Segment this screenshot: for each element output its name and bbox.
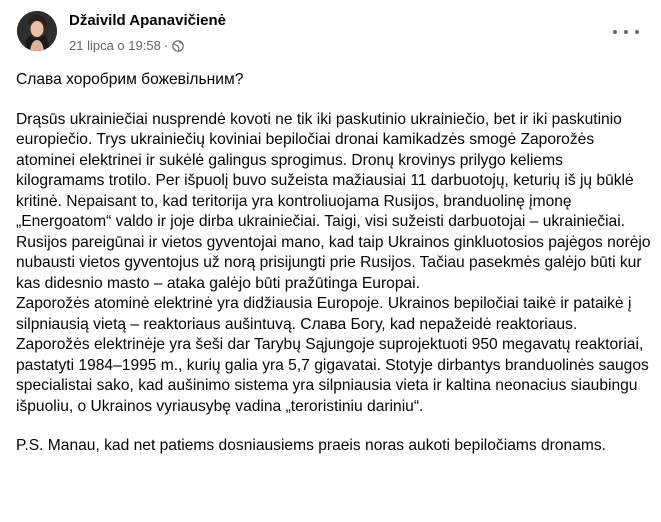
meta-separator: · [163, 38, 169, 53]
post-text-ps: P.S. Manau, kad net patiems dosniausiems praeis noras aukoti bepiločiams dronams. [16, 437, 606, 454]
post-date[interactable]: 21 lipca o 19:58 [69, 38, 161, 53]
post-text-main: Drąsūs ukrainiečiai nusprendė kovoti ne tik iki paskutinio ukrainiečio, bet ir iki paskutinio europiečio. Trys ukrainiečių koviniai bepiločiai dronai kamikadzės smogė Zaporožės atominei elektrinei ir sukėlė galingus sprogimus. Dronų krovinys prilygo keliems kilogramams trotilo. Per išpuolį buvo sužeista mažiausiai 11 darbuotojų, keturių iš jų būklė kritinė. Nepaisant to, kad teritorija yra kontroliuojama Rusijos, branduolinę įmonę „Energoatom“ valdo ir joje dirba ukrainiečiai. Taigi, visi sužeisti darbuotojai – ukrainiečiai. Rusijos pareigūnai ir vietos gyventojai mano, kad taip Ukrainos ginkluotosios pajėgos norėjo nubausti vietos gyventojus už norą prisijungti prie Rusijos. Tačiau pasekmės galėjo būti kur kas didesnio masto – ataka galėjo būti pražūtinga Europai. Zaporožės atominė elektrinė yra didžiausia Europoje. Ukrainos bepiločiai taikė ir pataikė į silpniausią vietą – reaktoriaus aušintuvą. Слава Богу, kad nepažeidė reaktoriaus. Zaporožės elektrinėje yra šeši dar Tarybų Sąjungoje suprojektuoti 950 megavatų reaktoriai, pastatyti 1984–1995 m., kurių galia yra 5,7 gigavatai. Stotyje dirbantys branduolinės saugos specialistai sako, kad aušinimo sistema yra silpniausia vieta ir kaltina neonacius siaubingu išpuoliu, o Ukrainos vyriausybę vadina „teroristiniu dariniu“. [16, 110, 651, 415]
more-options-icon[interactable] [613, 22, 639, 42]
post-title: Слава хоробрим божевільним? [16, 71, 244, 88]
author-avatar[interactable] [17, 11, 57, 51]
post-meta [69, 38, 184, 53]
author-name[interactable]: Džaivild Apanavičienė [69, 12, 227, 29]
globe-icon[interactable] [172, 40, 184, 52]
post-body [16, 70, 652, 457]
